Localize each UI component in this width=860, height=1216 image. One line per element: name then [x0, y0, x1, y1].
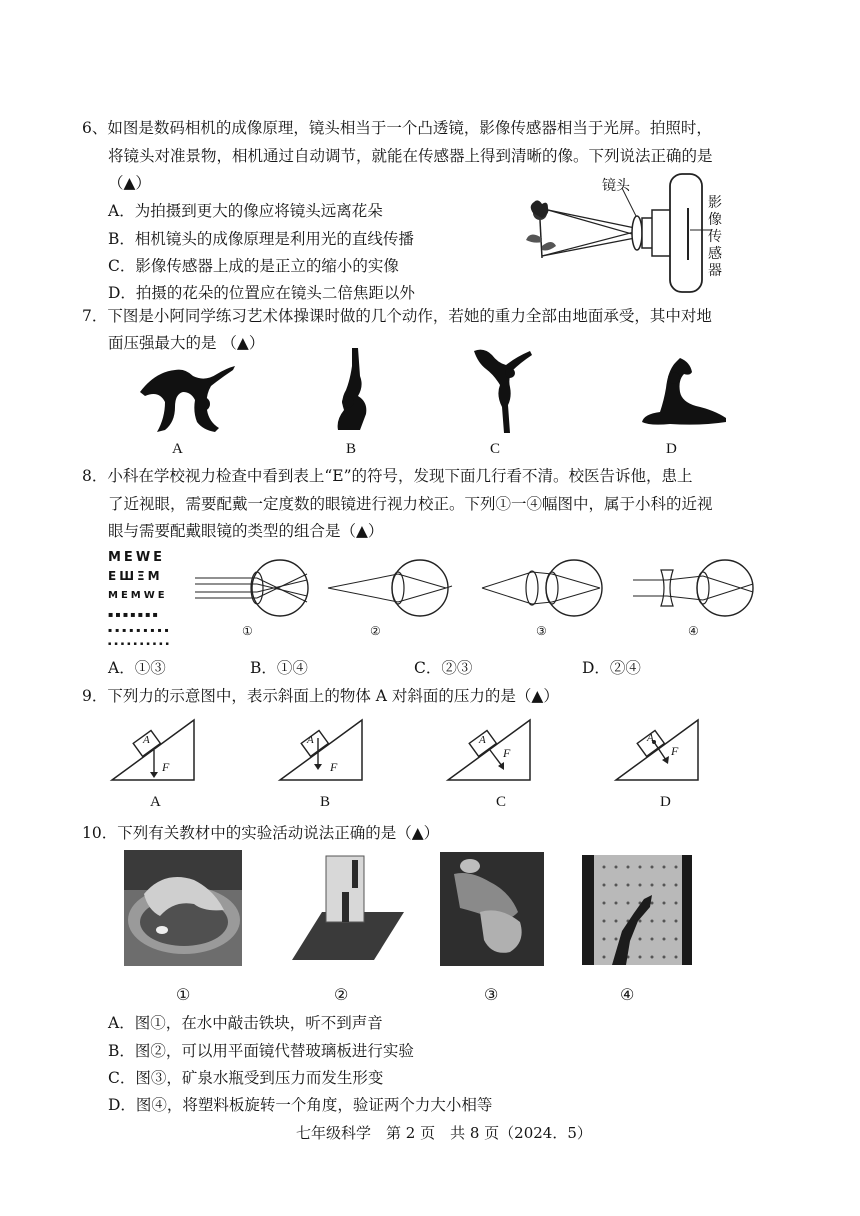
eye-diagram-2	[328, 556, 458, 624]
q7-label-c: C	[490, 441, 501, 457]
q10-option-d: D．图④，将塑料板旋转一个角度，验证两个力大小相等	[108, 1096, 493, 1114]
photo-3-bottle	[440, 852, 544, 966]
q9-label-b: B	[320, 794, 331, 810]
flower-icon	[526, 200, 556, 258]
q6-option-a: A．为拍摄到更大的像应将镜头远离花朵	[108, 202, 383, 220]
block-label-b: A	[307, 734, 314, 746]
gymnast-figure-a	[135, 352, 235, 437]
q6-line2: 将镜头对准景物，相机通过自动调节，就能在传感器上得到清晰的像。下列说法正确的是	[108, 147, 713, 165]
q7-label-a: A	[172, 441, 183, 457]
block-label-c: A	[479, 734, 486, 746]
eye-chart-row: ΕШΞΜ	[108, 569, 163, 583]
q8-line1: 8．小科在学校视力检查中看到表上“E”的符号，发现下面几行看不清。校医告诉他，患上	[82, 467, 693, 485]
incline-diagram-c	[446, 716, 536, 786]
q8-line3: 眼与需要配戴眼镜的类型的组合是（▲）	[108, 522, 384, 540]
photo-label-2: ②	[334, 987, 349, 1004]
block-label-a: A	[143, 734, 150, 746]
gymnast-figure-d	[640, 356, 730, 430]
photo-label-3: ③	[484, 987, 499, 1004]
gymnast-figure-c	[470, 345, 540, 437]
force-label-a: F	[162, 760, 170, 774]
q6-option-c: C．影像传感器上成的是正立的缩小的实像	[108, 257, 399, 275]
q8-option-a: A．①③	[108, 659, 166, 677]
eye-diagram-3	[482, 556, 612, 624]
eye-diagram-label-1: ①	[242, 624, 253, 638]
q7-label-d: D	[666, 441, 677, 457]
q8-option-d: D．②④	[582, 659, 641, 677]
eye-diagram-4	[633, 556, 763, 624]
photo-1-water-tank	[124, 850, 242, 966]
q10-option-b: B．图②，可以用平面镜代替玻璃板进行实验	[108, 1042, 414, 1060]
q7-line1: 7．下图是小阿同学练习艺术体操课时做的几个动作，若她的重力全部由地面承受，其中对地	[82, 307, 712, 325]
eye-chart-row: ΜΕΜWΕ	[108, 590, 168, 601]
sensor-label: 影像传感器	[708, 195, 722, 279]
lens-label: 镜头	[602, 178, 630, 194]
q6-option-d: D．拍摄的花朵的位置应在镜头二倍焦距以外	[108, 284, 415, 302]
q6-option-b: B．相机镜头的成像原理是利用光的直线传播	[108, 230, 414, 248]
q7-label-b: B	[346, 441, 357, 457]
eye-chart-row-tiny: ▪▪▪▪▪▪▪▪▪	[108, 627, 172, 634]
photo-label-4: ④	[620, 987, 635, 1004]
eye-chart-row: ΜΕWΕ	[108, 550, 166, 565]
q10-option-a: A．图①，在水中敲击铁块，听不到声音	[108, 1014, 383, 1032]
q9-label-c: C	[496, 794, 507, 810]
camera-body	[670, 174, 702, 292]
q9-label-d: D	[660, 794, 671, 810]
q10-option-c: C．图③，矿泉水瓶受到压力而发生形变	[108, 1069, 384, 1087]
eye-chart-row-tiny: ▪▪▪▪▪▪▪▪▪▪	[108, 641, 172, 647]
q9-line1: 9．下列力的示意图中，表示斜面上的物体 A 对斜面的压力的是（▲）	[82, 687, 559, 705]
q8-option-b: B．①④	[250, 659, 308, 677]
incline-diagram-a	[110, 716, 200, 786]
eye-diagram-label-2: ②	[370, 624, 381, 638]
eye-chart-row-small: ▪▪▪▪▪▪▪	[108, 610, 160, 619]
incline-diagram-d	[614, 716, 704, 786]
camera-diagram	[520, 168, 740, 298]
q8-line2: 了近视眼，需要配戴一定度数的眼镜进行视力校正。下列①一④幅图中，属于小科的近视	[108, 495, 713, 513]
gymnast-figure-b	[330, 346, 380, 436]
photo-label-1: ①	[176, 987, 191, 1004]
q10-line1: 10．下列有关教材中的实验活动说法正确的是（▲）	[82, 824, 440, 842]
photo-2-glass-plate	[292, 852, 404, 966]
q8-option-c: C．②③	[414, 659, 473, 677]
page-footer: 七年级科学 第 2 页 共 8 页（2024．5）	[296, 1124, 592, 1142]
eye-diagram-label-3: ③	[536, 624, 547, 638]
eye-diagram-1	[195, 556, 320, 624]
lens-shape	[632, 216, 642, 250]
q6-line1: 6、如图是数码相机的成像原理，镜头相当于一个凸透镜，影像传感器相当于光屏。拍照时，	[82, 119, 712, 137]
force-label-d: F	[671, 744, 679, 758]
q7-line2: 面压强最大的是 （▲）	[108, 334, 265, 352]
photo-4-plastic-board	[582, 855, 692, 965]
incline-diagram-b	[278, 716, 368, 786]
q9-label-a: A	[150, 794, 161, 810]
eye-diagram-label-4: ④	[688, 624, 699, 638]
force-label-c: F	[503, 746, 511, 760]
q6-line3: （▲）	[108, 174, 151, 192]
block-label-d: A	[647, 732, 654, 744]
force-label-b: F	[330, 760, 338, 774]
eye-chart	[108, 548, 172, 650]
